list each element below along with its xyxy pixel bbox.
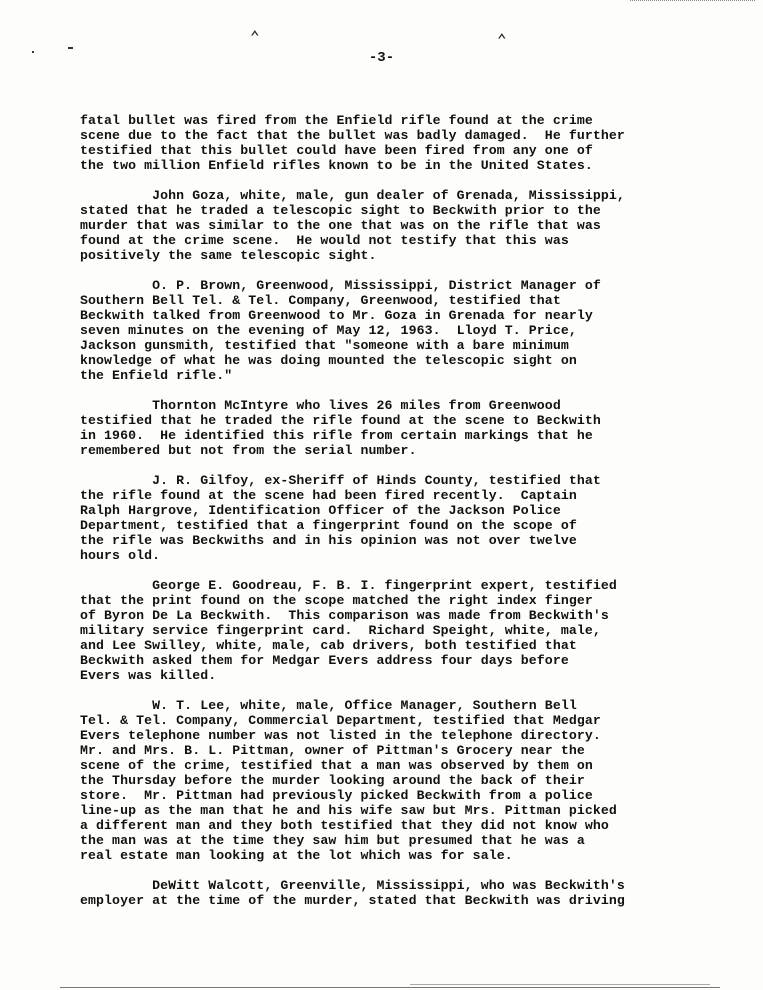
text-line: the rifle was Beckwiths and in his opinion was not over twelve <box>80 533 577 548</box>
text-line: Evers telephone number was not listed in the telephone directory. <box>80 728 601 743</box>
text-line: stated that he traded a telescopic sight to Beckwith prior to the <box>80 203 601 218</box>
text-line: of Byron De La Beckwith. This comparison was made from Beckwith's <box>80 608 609 623</box>
text-line: DeWitt Walcott, Greenville, Mississippi, who was Beckwith's <box>80 878 625 893</box>
text-line: Southern Bell Tel. & Tel. Company, Greenwood, testified that <box>80 293 561 308</box>
text-line: the two million Enfield rifles known to be in the United States. <box>80 158 593 173</box>
text-line: Mr. and Mrs. B. L. Pittman, owner of Pittman's Grocery near the <box>80 743 585 758</box>
text-line: fatal bullet was fired from the Enfield rifle found at the crime <box>80 113 593 128</box>
text-line: Department, testified that a fingerprint found on the scope of <box>80 518 577 533</box>
paragraph <box>80 113 700 173</box>
text-line: real estate man looking at the lot which was for sale. <box>80 848 513 863</box>
text-line: testified that this bullet could have been fired from any one of <box>80 143 593 158</box>
text-line: George E. Goodreau, F. B. I. fingerprint expert, testified <box>80 578 617 593</box>
text-line: Beckwith talked from Greenwood to Mr. Goza in Grenada for nearly <box>80 308 593 323</box>
paragraph <box>80 398 700 458</box>
text-line: seven minutes on the evening of May 12, 1963. Lloyd T. Price, <box>80 323 577 338</box>
text-line: Jackson gunsmith, testified that "someone with a bare minimum <box>80 338 569 353</box>
text-line: employer at the time of the murder, stated that Beckwith was driving <box>80 893 625 908</box>
text-line: the man was at the time they saw him but presumed that he was a <box>80 833 585 848</box>
paragraph <box>80 188 700 263</box>
text-line: O. P. Brown, Greenwood, Mississippi, District Manager of <box>80 278 601 293</box>
text-line: Evers was killed. <box>80 668 217 683</box>
text-line: store. Mr. Pittman had previously picked Beckwith from a police <box>80 788 593 803</box>
bottom-edge-rule <box>60 987 720 988</box>
text-line: positively the same telescopic sight. <box>80 248 377 263</box>
text-line: Tel. & Tel. Company, Commercial Department, testified that Medgar <box>80 713 601 728</box>
text-line: military service fingerprint card. Richard Speight, white, male, <box>80 623 601 638</box>
page-number: -3- <box>368 50 395 66</box>
text-line: a different man and they both testified that they did not know who <box>80 818 609 833</box>
text-line: that the print found on the scope matched the right index finger <box>80 593 593 608</box>
paragraph <box>80 473 700 563</box>
text-line: the rifle found at the scene had been fired recently. Captain <box>80 488 577 503</box>
paragraph <box>80 278 700 383</box>
text-line: and Lee Swilley, white, male, cab drivers, both testified that <box>80 638 577 653</box>
text-line: scene due to the fact that the bullet was badly damaged. He further <box>80 128 625 143</box>
text-line: remembered but not from the serial number. <box>80 443 417 458</box>
text-line: murder that was similar to the one that was on the rifle that was <box>80 218 601 233</box>
scan-artifact-mark-right: ⌃ <box>497 32 507 50</box>
paragraph <box>80 698 700 863</box>
text-line: knowledge of what he was doing mounted the telescopic sight on <box>80 353 577 368</box>
scan-artifact-mark-left: ⌃ <box>250 29 260 47</box>
document-body-text <box>80 113 700 923</box>
text-line: W. T. Lee, white, male, Office Manager, Southern Bell <box>80 698 577 713</box>
text-line: Beckwith asked them for Medgar Evers address four days before <box>80 653 569 668</box>
text-line: in 1960. He identified this rifle from certain markings that he <box>80 428 593 443</box>
text-line: scene of the crime, testified that a man was observed by them on <box>80 758 593 773</box>
text-line: testified that he traded the rifle found at the scene to Beckwith <box>80 413 601 428</box>
text-line: Ralph Hargrove, Identification Officer of the Jackson Police <box>80 503 561 518</box>
top-edge-dotted-rule <box>630 0 755 1</box>
text-line: line-up as the man that he and his wife saw but Mrs. Pittman picked <box>80 803 617 818</box>
paragraph <box>80 578 700 683</box>
text-line: the Enfield rifle." <box>80 368 233 383</box>
paragraph <box>80 878 700 908</box>
text-line: J. R. Gilfoy, ex-Sheriff of Hinds County, testified that <box>80 473 601 488</box>
bottom-edge-rule-thin <box>410 984 710 985</box>
text-line: the Thursday before the murder looking around the back of their <box>80 773 585 788</box>
text-line: found at the crime scene. He would not testify that this was <box>80 233 569 248</box>
text-line: hours old. <box>80 548 161 563</box>
text-line: Thornton McIntyre who lives 26 miles from Greenwood <box>80 398 561 413</box>
text-line: John Goza, white, male, gun dealer of Grenada, Mississippi, <box>80 188 625 203</box>
scan-artifact-dash <box>68 47 73 49</box>
